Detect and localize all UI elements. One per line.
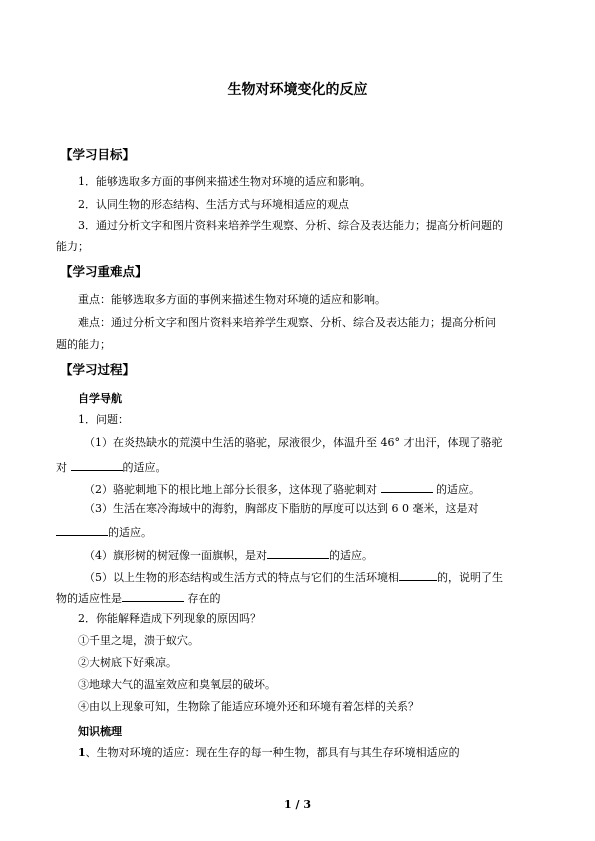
key-point-difficulty-cont: 题的能力；: [56, 338, 111, 351]
answer-blank-2[interactable]: [381, 481, 433, 493]
heading-key-points: 【学习重难点】: [60, 264, 148, 279]
page-title: 生物对环境变化的反应: [227, 82, 368, 98]
answer-blank-6[interactable]: [122, 590, 184, 602]
question-4-suffix: 的适应。: [329, 549, 373, 562]
question-5b-prefix: 物的适应性是: [56, 592, 122, 605]
question-1-prefix: 对: [56, 461, 71, 474]
question-2-suffix: 的适应。: [432, 483, 480, 496]
question-label: 1．问题：: [78, 413, 129, 426]
heading-objectives: 【学习目标】: [60, 147, 136, 162]
key-point-focus: 重点：能够选取多方面的事例来描述生物对环境的适应和影响。: [78, 293, 386, 306]
phenomenon-4: ④由以上现象可知，生物除了能适应环境外还和环境有着怎样的关系？: [78, 700, 419, 713]
answer-blank-3[interactable]: [56, 524, 108, 536]
objective-item-2: 2．认同生物的形态结构、生活方式与环境相适应的观点: [78, 198, 349, 211]
question-3-line-2: [56, 524, 152, 540]
key-point-difficulty: 难点：通过分析文字和图片资料来培养学生观察、分析、综合及表达能力；提高分析问: [78, 316, 496, 329]
question-4: [84, 547, 373, 563]
answer-blank-1[interactable]: [71, 459, 123, 471]
subheading-knowledge: 知识梳理: [78, 725, 122, 738]
phenomenon-2: ②大树底下好乘凉。: [78, 656, 177, 669]
question-1-line-1: （1）在炎热缺水的荒漠中生活的骆驼，尿液很少，体温升至 46° 才出汗，体现了骆驼: [84, 436, 503, 449]
page-number: 1 / 3: [284, 798, 311, 811]
heading-process: 【学习过程】: [60, 362, 136, 377]
subheading-self-study: 自学导航: [78, 392, 122, 405]
question-5-line-2: [56, 590, 221, 606]
question-2-prefix: （2）骆驼刺地下的根比地上部分长很多，这体现了骆驼刺对: [84, 483, 381, 496]
question-4-prefix: （4）旗形树的树冠像一面旗帜，是对: [84, 549, 267, 562]
knowledge-item-1: [78, 746, 460, 760]
objective-item-3: 3．通过分析文字和图片资料来培养学生观察、分析、综合及表达能力；提高分析问题的: [78, 219, 503, 232]
question-2: [84, 481, 480, 497]
question-1-line-2: [56, 459, 167, 475]
objective-item-1: 1．能够选取多方面的事例来描述生物对环境的适应和影响。: [78, 175, 371, 188]
knowledge-item-1-number: 1: [78, 746, 86, 759]
question-6: 2．你能解释造成下列现象的原因吗？: [78, 612, 261, 625]
phenomenon-3: ③地球大气的温室效应和臭氧层的破坏。: [78, 678, 276, 691]
question-3-suffix: 的适应。: [108, 526, 152, 539]
question-5-prefix: （5）以上生物的形态结构或生活方式的特点与它们的生活环境相: [84, 571, 399, 584]
question-1-suffix: 的适应。: [122, 461, 167, 474]
answer-blank-5[interactable]: [399, 569, 437, 581]
question-3-line-1: （3）生活在寒冷海域中的海豹，胸部皮下脂肪的厚度可以达到 6 0 毫米，这是对: [84, 502, 479, 515]
question-5b-suffix: 存在的: [184, 592, 221, 605]
objective-item-3-cont: 能力；: [56, 240, 89, 253]
question-5-line-1: [84, 569, 503, 585]
phenomenon-1: ①千里之堤，溃于蚁穴。: [78, 634, 199, 647]
answer-blank-4[interactable]: [267, 547, 329, 559]
question-5-suffix: 的，说明了生: [437, 571, 503, 584]
knowledge-item-1-text: 、生物对环境的适应：现在生存的每一种生物，都具有与其生存环境相适应的: [85, 746, 460, 759]
